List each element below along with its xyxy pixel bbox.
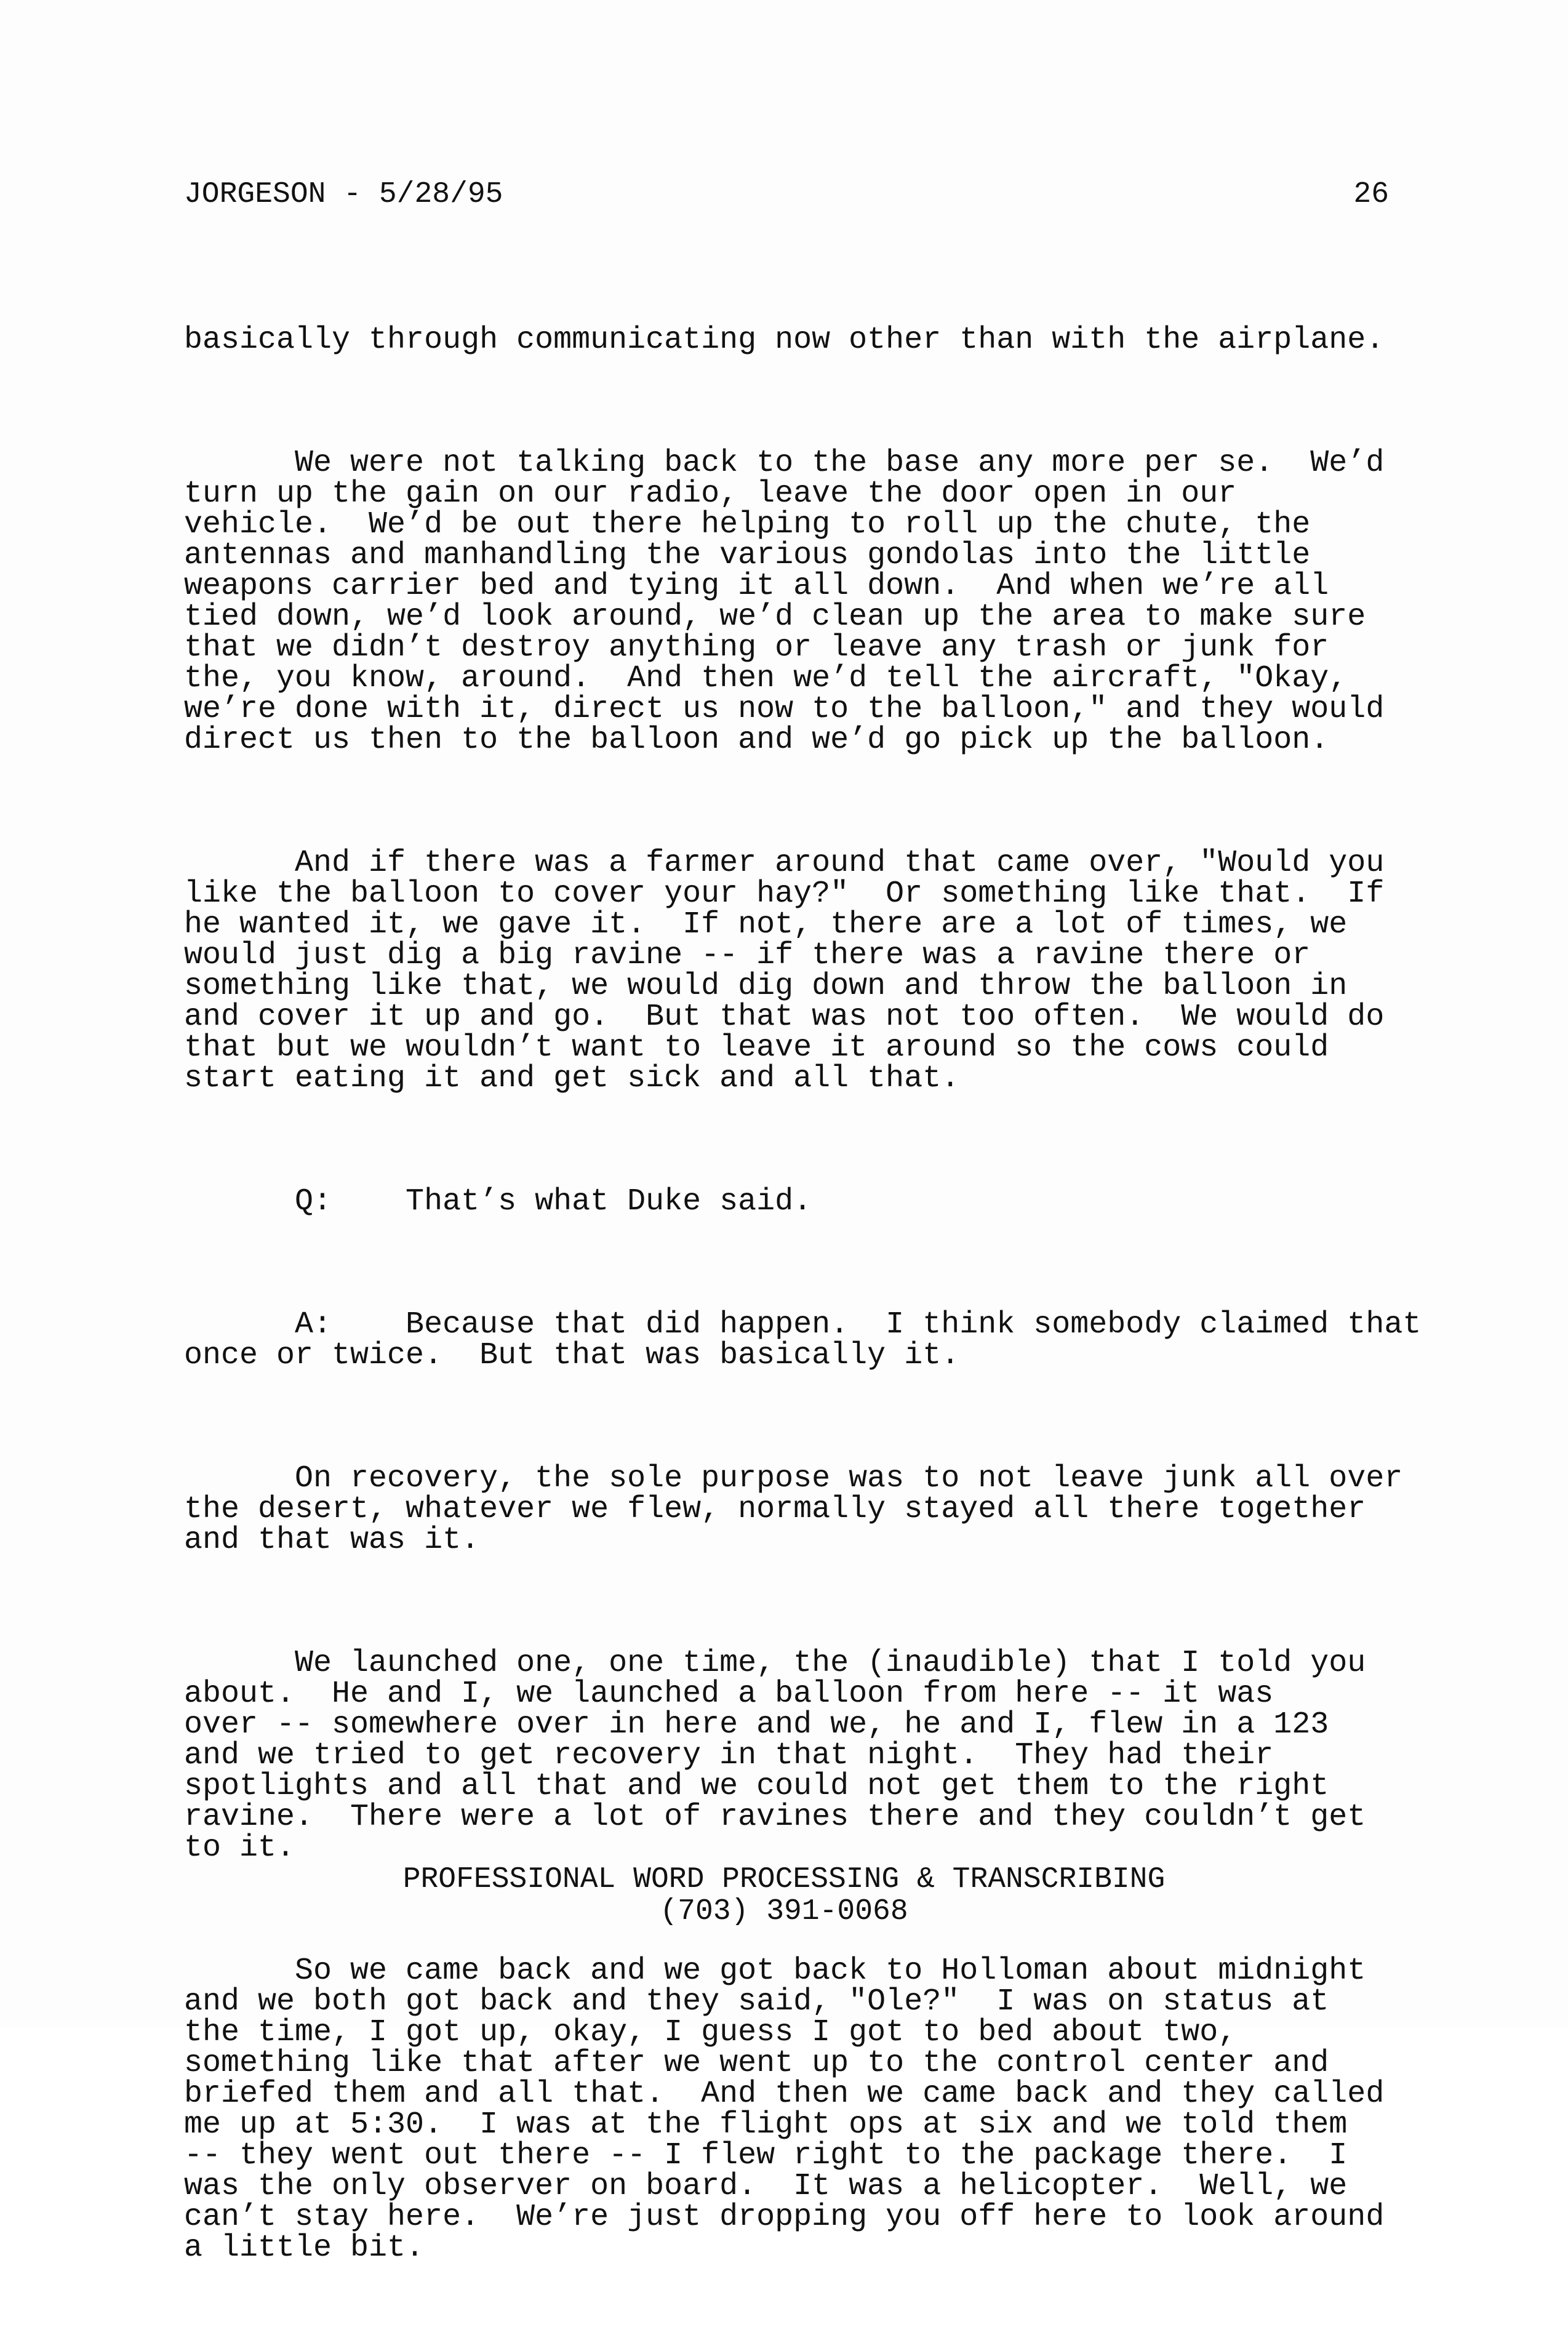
footer-company: PROFESSIONAL WORD PROCESSING & TRANSCRIBING — [402, 1863, 1166, 1896]
page-number: 26 — [1353, 178, 1389, 211]
paragraph-recovery-radio: We were not talking back to the base any more per se. We’d turn up the gain on our radio, leave the door open in our vehicle. We’d be out there helping to roll up the chute, the antennas and manhandling the various gondolas into the little weapons carrier bed and tying it all down. And when we’re all tied down, we’d look around, we’d clean up the area to make sure that we didn’t destroy anything or leave any trash or junk for the, you know, around. And then we’d tell the aircraft, "Okay, we’re done with it, direct us now to the balloon," and they would direct us then to the balloon and we’d go pick up the balloon. — [184, 446, 1385, 758]
paragraph-launch: We launched one, one time, the (inaudible) that I told you about. He and I, we launched a balloon from here -- it was over -- somewhere over in here and we, he and I, flew in a 123 and we tried to get recovery in that night. They had their spotlights and all that and we could not get them to the right ravine. There were a lot of ravines there and they couldn’t get to it. — [184, 1646, 1366, 1865]
answer-line: A: Because that did happen. I think somebody claimed that once or twice. But that was basically it. — [184, 1307, 1422, 1373]
paragraph-holloman: So we came back and we got back to Holloman about midnight and we both got back and they said, "Ole?" I was on status at the time, I got up, okay, I guess I got to bed about two, something like that after we went up to the control center and briefed them and all that. And then we came back and they called me up at 5:30. I was at the flight ops at six and we told them -- they went out there -- I flew right to the package there. I was the only observer on board. It was a helicopter. Well, we can’t stay here. We’re just dropping you off here to look around a little bit. — [184, 1953, 1385, 2265]
paragraph-farmer: And if there was a farmer around that came over, "Would you like the balloon to cover your hay?" Or something like that. If he wanted it, we gave it. If not, there are a lot of times, we would just dig a big ravine -- if there was a ravine there or something like that, we would dig down and throw the balloon in and cover it up and go. But that was not too often. We would do that but we wouldn’t want to leave it around so the cows could start eating it and get sick and all that. — [184, 846, 1385, 1096]
paragraph-continuation: basically through communicating now other than with the airplane. — [184, 322, 1385, 358]
footer-phone: (703) 391-0068 — [660, 1895, 908, 1928]
page-header — [184, 176, 1389, 213]
paragraph-sole-purpose: On recovery, the sole purpose was to not leave junk all over the desert, whatever we flew, normally stayed all there together and that was it. — [184, 1461, 1403, 1558]
transcript-body — [184, 263, 1422, 2325]
page-footer — [0, 1864, 1568, 1928]
header-title: JORGESON - 5/28/95 — [184, 178, 503, 211]
question-line: Q: That’s what Duke said. — [184, 1184, 812, 1219]
